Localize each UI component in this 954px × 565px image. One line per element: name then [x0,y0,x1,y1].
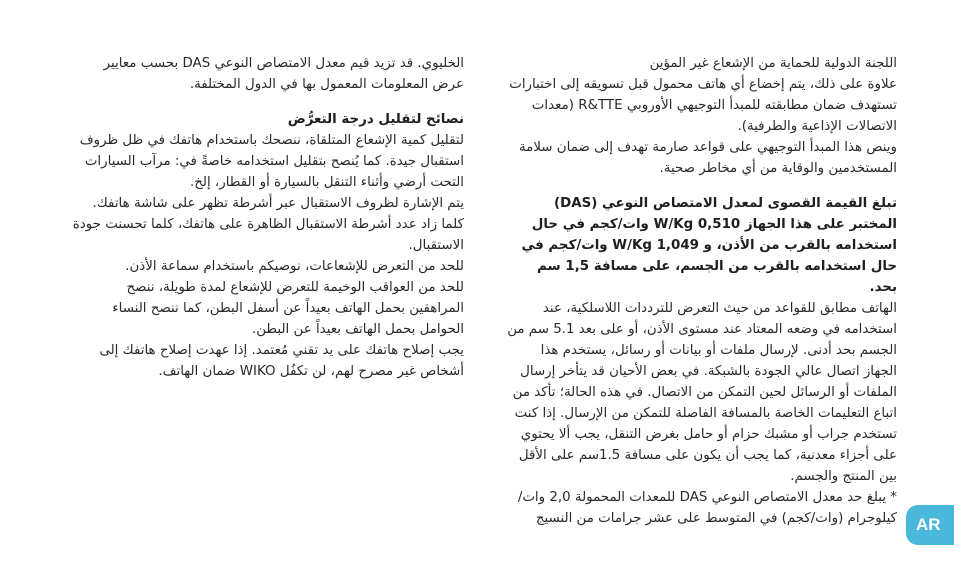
icnirp-paragraph: اللجنة الدولية للحماية من الإشعاع غير المؤين [649,56,897,71]
sar-limit-note: * يبلغ حد معدل الامتصاص النوعي DAS للمعدات المحمولة 2,0 وات/كيلوجرام (وات/كجم) في المتوسط على عشر جرامات من النسيج [517,490,897,526]
rf-exposure-paragraph: الهاتف مطابق للقواعد من حيث التعرض للترددات اللاسلكية، عند استخدامه في وضعه المعتاد عند مستوى الأذن، أو على بعد 5.1 سم من الجسم بحد أدنى. لإرسال ملفات أو بيانات أو رسائل، يستخدم هذا الجهاز اتصال عالي الجودة بالشبكة. في بعض الأحيان قد يتأخر إرسال الملفات أو الرسائل لحين التمكن من الاتصال. في هذه الحالة؛ تأكد من اتباع التعليمات الخاصة بالمسافة الفاصلة للتمكن من الإرسال. إذا كنت تستخدم جراب أو مشبك حزام أو حامل بغرض التنقل، يجب ألا يحتوي على أجزاء معدنية، كما يجب أن يكون على مسافة 1.5سم على الأقل بين المنتج والجسم. [507,301,897,484]
spacer [72,95,464,109]
earphone-tip-paragraph: للحد من التعرض للإشعاعات، نوصيكم باستخدام سماعة الأذن. [125,259,464,274]
spacer [505,179,897,193]
rtte-paragraph: علاوة على ذلك، يتم إخضاع أي هاتف محمول قبل تسويقه إلى اختبارات تستهدف ضمان مطابقته للمبدأ التوجيهي الأوروبي R&TTE (معدات الاتصالات الإذاعية والطرفية). [509,77,897,134]
left-column [72,53,464,382]
signal-bars-paragraph: يتم الإشارة لظروف الاستقبال عبر أشرطة تظهر على شاشة هاتفك. كلما زاد عدد أشرطة الاستقبال الظاهرة على هاتفك، كلما تحسنت جودة الاستقبال. [72,196,464,253]
right-column [505,53,897,529]
repair-warranty-paragraph: يجب إصلاح هاتفك على يد تقني مُعتمد. إذا عهدت إصلاح هاتفك إلى أشخاص غير مصرح لهم، لن تكفُل WIKO ضمان الهاتف. [99,343,464,379]
long-exposure-paragraph: للحد من العواقب الوخيمة للتعرض للإشعاع لمدة طويلة، ننصح المراهقين بحمل الهاتف بعيداً عن أسفل البطن، كما ننصح النساء الحوامل بحمل الهاتف بعيداً عن البطن. [112,280,464,337]
language-tab-ar: AR [906,505,954,545]
safety-paragraph: وينص هذا المبدأ التوجيهي على قواعد صارمة تهدف إلى ضمان سلامة المستخدمين والوقاية من أي مخاطر صحية. [518,140,897,176]
sar-values-heading: تبلغ القيمة القصوى لمعدل الامتصاص النوعي (DAS) المختبر على هذا الجهاز 0,510 W/Kg وات/كجم في حال استخدامه بالقرب من الأذن، و 1,049 W/Kg وات/كجم في حال استخدامه بالقرب من الجسم، على مسافة 1,5 سم بحد. [521,196,897,295]
reception-tip-paragraph: لتقليل كمية الإشعاع المتلقاة، ننصحك باستخدام هاتفك في ظل ظروف استقبال جيدة. كما يُنصح بتقليل استخدامه خاصةً في: مرآب السيارات التحت أرضي وأثناء التنقل بالسيارة أو القطار، إلخ. [79,133,464,190]
exposure-tips-heading: نصائح لتقليل درجة التعرُّض [287,112,464,127]
sar-standards-paragraph: الخليوي. قد تزيد قيم معدل الامتصاص النوعي DAS بحسب معايير عرض المعلومات المعمول بها في الدول المختلفة. [103,56,464,92]
